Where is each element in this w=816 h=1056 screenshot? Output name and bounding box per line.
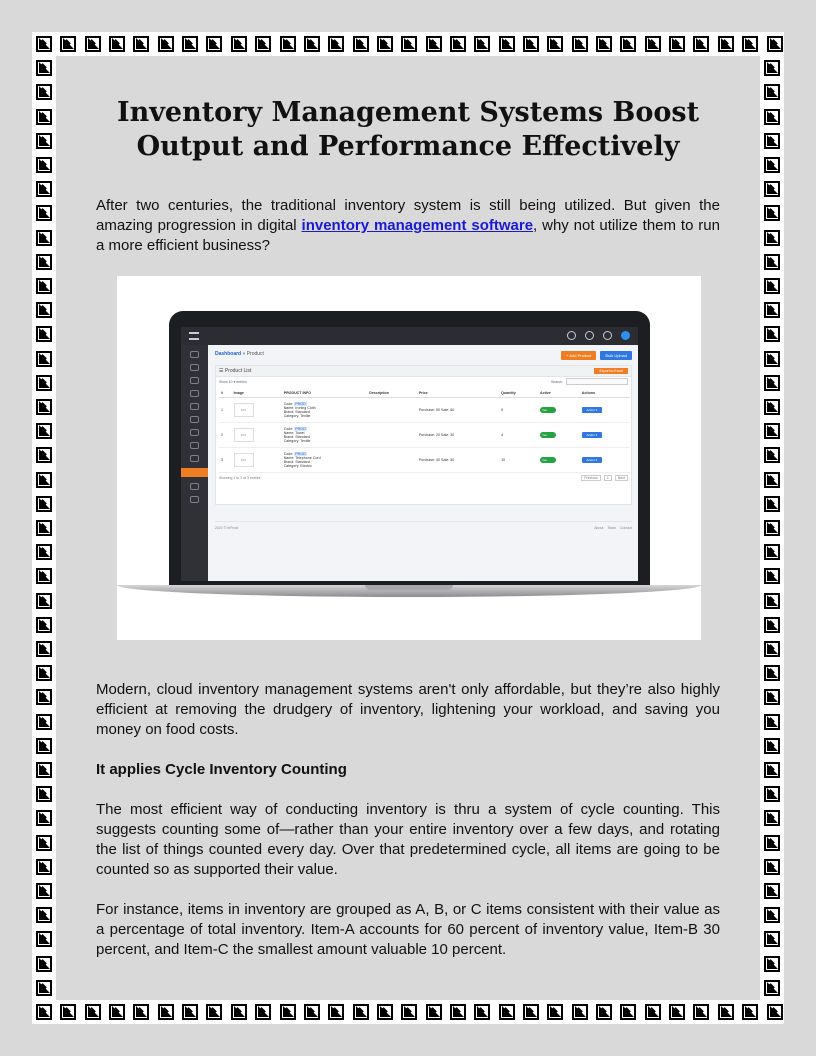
footer-link: Contact: [619, 526, 632, 530]
border-tile: [36, 544, 52, 560]
border-tile: [36, 520, 52, 536]
border-tile: [328, 1004, 344, 1020]
border-tile: [572, 1004, 588, 1020]
border-tile: [764, 980, 780, 996]
border-tile: [645, 36, 661, 52]
border-tile: [742, 36, 758, 52]
border-tile: [36, 810, 52, 826]
border-tile: [60, 1004, 76, 1020]
add-product-button: + Add Product: [561, 351, 596, 360]
border-tile: [60, 36, 76, 52]
border-tile: [36, 230, 52, 246]
border-tile: [36, 254, 52, 270]
pager-next: Next: [615, 475, 628, 481]
border-tile: [620, 1004, 636, 1020]
border-tile: [36, 84, 52, 100]
border-tile: [764, 883, 780, 899]
border-tile: [36, 762, 52, 778]
inventory-software-link[interactable]: inventory management software: [301, 217, 534, 234]
border-tile: [36, 423, 52, 439]
border-tile: [764, 859, 780, 875]
border-tile: [764, 665, 780, 681]
border-tile: [85, 1004, 101, 1020]
border-tile: [764, 447, 780, 463]
border-tile: [36, 399, 52, 415]
border-tile: [764, 496, 780, 512]
users-icon: [190, 364, 199, 371]
border-tile: [36, 980, 52, 996]
border-tile: [255, 36, 271, 52]
table-cell: Purchase: 20 Sale: 30: [417, 423, 499, 448]
border-tile: [669, 1004, 685, 1020]
border-tile: [742, 1004, 758, 1020]
border-tile: [36, 181, 52, 197]
table-cell: [580, 448, 630, 473]
border-tile: [36, 835, 52, 851]
border-tile: [280, 1004, 296, 1020]
border-tile: [450, 36, 466, 52]
border-tile: [764, 181, 780, 197]
table-row: [219, 398, 630, 423]
box-icon: [190, 377, 199, 384]
border-tile: [280, 36, 296, 52]
border-tile: [36, 326, 52, 342]
app-main: [215, 351, 632, 571]
border-tile: [764, 593, 780, 609]
column-header: Image: [232, 389, 282, 398]
border-tile: [718, 1004, 734, 1020]
intro-text-before: After two centuries, the traditional inventory system is still being utilized. But given the amazing progression in digital: [96, 197, 720, 234]
border-tile: [764, 351, 780, 367]
table-cell: [538, 398, 580, 423]
border-tile: [182, 1004, 198, 1020]
product-info: Code: PROD Name: Towel Brand: Standard Category: Textile: [283, 427, 311, 443]
border-tile: [36, 447, 52, 463]
border-tile: [764, 714, 780, 730]
border-tile: [36, 907, 52, 923]
border-tile: [764, 786, 780, 802]
border-tile: [36, 157, 52, 173]
action-buttons: [561, 351, 632, 360]
border-tile: [718, 36, 734, 52]
cloud-paragraph: Modern, cloud inventory management systems aren't only affordable, but they’re also highly efficient at removing the drudgery of inventory, lightening your workload, and saving you money on food costs.: [96, 681, 720, 738]
border-tile: [36, 931, 52, 947]
doc-icon: [190, 455, 199, 462]
table-cell: [282, 398, 367, 423]
user-icon: [190, 442, 199, 449]
border-tile: [764, 278, 780, 294]
row-action-button: Action ▾: [582, 457, 602, 463]
border-tile: [304, 1004, 320, 1020]
quote-icon: [190, 403, 199, 410]
border-tile: [401, 1004, 417, 1020]
intro-paragraph: [96, 196, 720, 256]
border-tile: [36, 278, 52, 294]
table-cell: 3: [219, 448, 232, 473]
border-tile: [36, 496, 52, 512]
border-tile: [36, 472, 52, 488]
border-tile: [36, 568, 52, 584]
table-cell: Purchase: 40 Sale: 50: [417, 448, 499, 473]
laptop-notch: [365, 585, 453, 590]
column-header: PRODUCT INFO: [282, 389, 367, 398]
topbar-icons: [567, 331, 630, 340]
border-tile: [596, 36, 612, 52]
product-thumbnail: IMG: [234, 453, 254, 467]
border-tile: [36, 859, 52, 875]
border-tile: [764, 835, 780, 851]
footer-link: About: [594, 526, 604, 530]
border-tile: [36, 1004, 52, 1020]
table-cell: [282, 423, 367, 448]
table-cell: [367, 423, 417, 448]
section-heading: It applies Cycle Inventory Counting: [96, 761, 347, 778]
border-tile: [231, 1004, 247, 1020]
border-tile: [182, 36, 198, 52]
border-tile: [85, 36, 101, 52]
border-tile: [764, 956, 780, 972]
bell-icon: [585, 331, 594, 340]
border-tile: [377, 36, 393, 52]
table-cell: [232, 448, 282, 473]
search-icon: [567, 331, 576, 340]
tag-icon: [190, 390, 199, 397]
border-tile: [764, 472, 780, 488]
table-cell: 5: [499, 398, 538, 423]
export-button: Export to Excel: [594, 368, 628, 374]
footer-links: [594, 526, 632, 530]
column-header: Description: [367, 389, 417, 398]
border-tile: [36, 665, 52, 681]
border-tile: [764, 762, 780, 778]
border-tile: [620, 36, 636, 52]
table-cell: [367, 398, 417, 423]
copyright: 2021 © InFrost: [215, 526, 239, 530]
border-tile: [764, 109, 780, 125]
pager-page: 1: [604, 475, 612, 481]
border-tile: [377, 1004, 393, 1020]
table-cell: 2: [219, 423, 232, 448]
border-tile: [206, 36, 222, 52]
border-tile: [499, 36, 515, 52]
border-tile: [36, 593, 52, 609]
column-header: Actions: [580, 389, 630, 398]
table-cell: [367, 448, 417, 473]
border-tile: [645, 1004, 661, 1020]
border-tile: [764, 689, 780, 705]
border-tile: [499, 1004, 515, 1020]
product-table: [219, 389, 630, 473]
border-tile: [36, 36, 52, 52]
app-sidebar: [181, 345, 208, 581]
table-row: [219, 448, 630, 473]
product-info: Code: PROD Name: Telephone Cord Brand: Standard Category: Electric: [283, 452, 321, 468]
border-tile: [36, 109, 52, 125]
border-tile: [474, 1004, 490, 1020]
pagination: [581, 475, 628, 481]
border-tile: [764, 907, 780, 923]
layers-icon: [190, 429, 199, 436]
cycle-counting-paragraph: The most efficient way of conducting inventory is thru a system of cycle counting. This suggests counting some of—rather than your entire inventory over a few days, and rotating the list of things counted every day. Over that predetermined cycle, all items are going to be counted so as supported their value.: [96, 801, 720, 878]
border-tile: [206, 1004, 222, 1020]
border-tile: [764, 617, 780, 633]
border-tile: [693, 36, 709, 52]
border-tile: [36, 205, 52, 221]
app-footer: [215, 521, 632, 530]
border-tile: [353, 1004, 369, 1020]
border-tile: [36, 351, 52, 367]
border-tile: [767, 36, 783, 52]
border-tile: [158, 1004, 174, 1020]
table-cell: Purchase: 50 Sale: 60: [417, 398, 499, 423]
abc-items-paragraph: For instance, items in inventory are grouped as A, B, or C items consistent with their value as a percentage of total inventory. Item-A accounts for 60 percent of inventory value, Item-B 30 percent, and Item-C the smallest amount valuable 10 percent.: [96, 901, 720, 958]
border-tile: [353, 36, 369, 52]
search-input: [566, 378, 628, 385]
menu-icon: [189, 332, 199, 340]
border-tile: [328, 36, 344, 52]
border-tile: [36, 60, 52, 76]
bulk-upload-button: Bulk Upload: [600, 351, 632, 360]
search-label: Search:: [550, 380, 563, 384]
column-header: Quantity: [499, 389, 538, 398]
product-nav-active: [181, 468, 208, 477]
settings-icon: [190, 483, 199, 490]
table-footer: [216, 473, 631, 483]
table-cell: [580, 423, 630, 448]
table-row: [219, 423, 630, 448]
border-tile: [547, 1004, 563, 1020]
breadcrumb-home: Dashboard: [215, 351, 242, 357]
border-tile: [231, 36, 247, 52]
table-cell: [538, 448, 580, 473]
panel-title: ☰ Product List: [216, 366, 631, 377]
border-tile: [764, 375, 780, 391]
product-thumbnail: IMG: [234, 428, 254, 442]
table-cell: [232, 398, 282, 423]
table-cell: 4: [499, 423, 538, 448]
table-cell: [580, 398, 630, 423]
table-header-row: [219, 389, 630, 398]
border-tile: [764, 326, 780, 342]
border-tile: [764, 133, 780, 149]
column-header: Active: [538, 389, 580, 398]
page-title: Inventory Management Systems Boost Output and Performance Effectively: [116, 97, 700, 162]
border-tile: [523, 1004, 539, 1020]
border-tile: [547, 36, 563, 52]
laptop-screen: [181, 327, 638, 581]
border-tile: [36, 883, 52, 899]
product-thumbnail: IMG: [234, 403, 254, 417]
border-tile: [764, 60, 780, 76]
active-toggle: Yes: [540, 432, 556, 438]
border-tile: [764, 205, 780, 221]
home-icon: [190, 351, 199, 358]
border-tile: [36, 738, 52, 754]
column-header: #: [219, 389, 232, 398]
footer-link: Team: [607, 526, 616, 530]
border-tile: [36, 133, 52, 149]
border-tile: [36, 641, 52, 657]
border-tile: [764, 810, 780, 826]
border-tile: [109, 36, 125, 52]
border-tile: [109, 1004, 125, 1020]
border-tile: [36, 786, 52, 802]
border-tile: [304, 36, 320, 52]
border-tile: [764, 302, 780, 318]
table-cell: 1: [219, 398, 232, 423]
border-tile: [764, 544, 780, 560]
border-tile: [764, 423, 780, 439]
border-tile: [572, 36, 588, 52]
border-tile: [764, 84, 780, 100]
table-cell: [282, 448, 367, 473]
showing-entries: Showing 1 to 3 of 3 entries: [219, 476, 261, 480]
border-tile: [426, 1004, 442, 1020]
border-tile: [764, 520, 780, 536]
row-action-button: Action ▾: [582, 432, 602, 438]
border-tile: [133, 1004, 149, 1020]
border-tile: [764, 641, 780, 657]
border-tile: [764, 157, 780, 173]
gear-icon: [603, 331, 612, 340]
border-tile: [764, 931, 780, 947]
app-topbar: [181, 327, 638, 345]
intro-text-after: , why not utilize them to run a more efficient business?: [96, 217, 720, 254]
active-toggle: Yes: [540, 407, 556, 413]
border-tile: [255, 1004, 271, 1020]
table-cell: [538, 423, 580, 448]
border-tile: [158, 36, 174, 52]
table-cell: 10: [499, 448, 538, 473]
border-tile: [764, 738, 780, 754]
breadcrumb-current: Product: [246, 351, 264, 357]
info-icon: [190, 496, 199, 503]
border-tile: [133, 36, 149, 52]
breadcrumb: Dashboard » Product: [215, 351, 264, 357]
avatar-icon: [621, 331, 630, 340]
active-toggle: Yes: [540, 457, 556, 463]
border-tile: [36, 375, 52, 391]
laptop-screenshot-image: [117, 276, 701, 640]
border-tile: [36, 302, 52, 318]
border-tile: [36, 689, 52, 705]
laptop-lid: [169, 311, 650, 588]
border-tile: [36, 714, 52, 730]
border-tile: [764, 254, 780, 270]
border-tile: [523, 36, 539, 52]
column-header: Price: [417, 389, 499, 398]
border-tile: [36, 956, 52, 972]
table-body: [219, 398, 630, 473]
border-tile: [669, 36, 685, 52]
table-cell: [232, 423, 282, 448]
border-tile: [36, 617, 52, 633]
border-tile: [426, 36, 442, 52]
border-tile: [764, 399, 780, 415]
border-tile: [450, 1004, 466, 1020]
border-tile: [596, 1004, 612, 1020]
border-tile: [767, 1004, 783, 1020]
border-tile: [764, 230, 780, 246]
product-list-panel: [215, 365, 632, 505]
border-tile: [401, 36, 417, 52]
border-tile: [764, 568, 780, 584]
show-entries-label: Show 10 ▾ entries: [219, 380, 247, 384]
row-action-button: Action ▾: [582, 407, 602, 413]
pager-prev: Previous: [581, 475, 601, 481]
product-info: Code: PROD Name: Ironing Cloth Brand: Standard Category: Textile: [283, 402, 316, 418]
border-tile: [474, 36, 490, 52]
list-icon: [190, 416, 199, 423]
border-tile: [693, 1004, 709, 1020]
